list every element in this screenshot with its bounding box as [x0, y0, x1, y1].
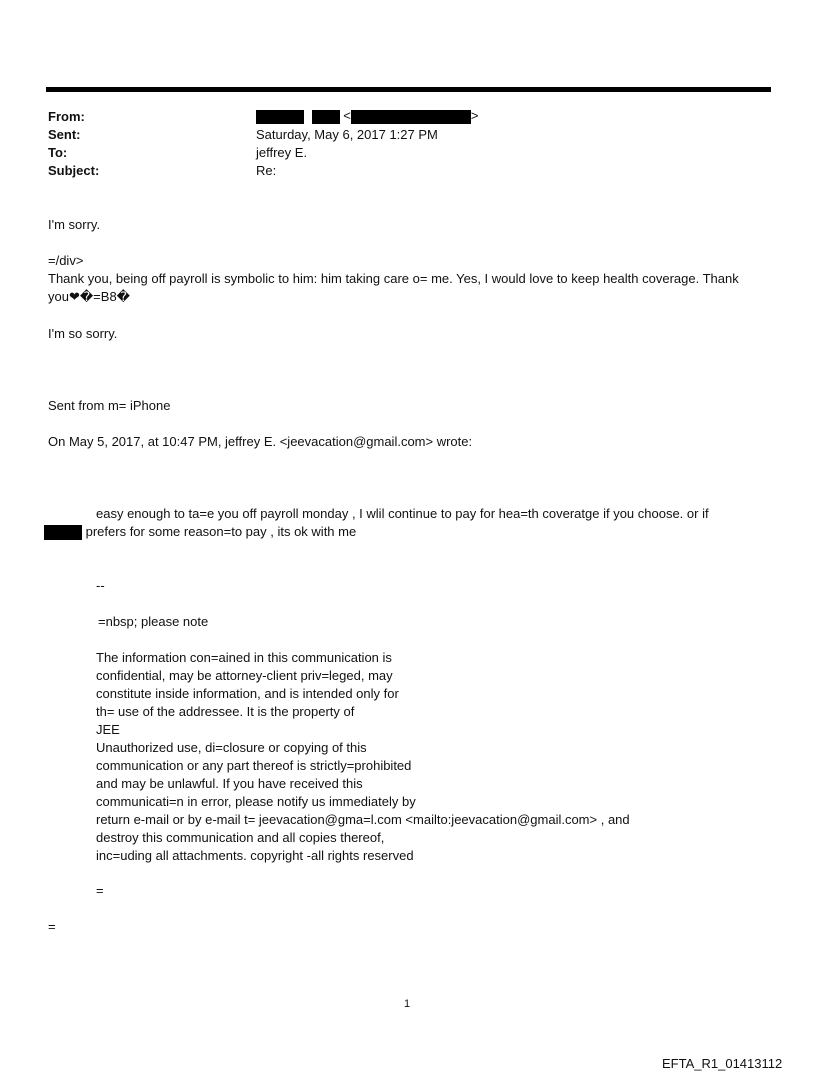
disclaimer-line: Unauthorized use, di=closure or copying of this: [96, 740, 367, 755]
quoted-line-2: [44, 524, 356, 540]
disclaimer-line: The information con=ained in this communication is: [96, 650, 392, 665]
quote-intro: On May 5, 2017, at 10:47 PM, jeffrey E. <jeevacation@gmail.com> wrote:: [48, 434, 473, 449]
body-line-4: you❤�=B8�: [48, 289, 131, 304]
redaction-box: [256, 110, 304, 124]
disclaimer-line: and may be unlawful. If you have received this: [96, 776, 363, 791]
sent-label: Sent:: [48, 127, 81, 142]
sent-from-line: Sent from m= iPhone: [48, 398, 171, 413]
signature-dashes: --: [96, 578, 105, 593]
header-rule: [46, 87, 771, 92]
quoted-line-2-text: prefers for some reason=to pay , its ok with me: [85, 524, 357, 539]
body-line-1: I'm sorry.: [48, 217, 101, 232]
please-note-line: =nbsp; please note: [98, 614, 209, 629]
subject-label: Subject:: [48, 163, 100, 178]
body-line-3: Thank you, being off payroll is symbolic to him: him taking care o= me. Yes, I would love to keep health coverage. Thank: [48, 271, 739, 286]
bates-number: EFTA_R1_01413112: [662, 1056, 783, 1071]
disclaimer-line: return e-mail or by e-mail t= jeevacation@gma=l.com <mailto:jeevacation@gmail.com> , and: [96, 812, 630, 827]
disclaimer-line: JEE: [96, 722, 120, 737]
disclaimer-line: confidential, may be attorney-client priv=leged, may: [96, 668, 393, 683]
sent-value: Saturday, May 6, 2017 1:27 PM: [256, 127, 438, 142]
redaction-box: [351, 110, 471, 124]
trailing-equals: =: [48, 919, 56, 934]
from-gt: >: [470, 108, 479, 123]
from-value: [256, 108, 478, 124]
to-label: To:: [48, 145, 68, 160]
body-line-2: =/div>: [48, 253, 84, 268]
redaction-box: [44, 525, 82, 540]
quoted-line-1: easy enough to ta=e you off payroll monday , I wlil continue to pay for hea=th coveratge if you choose. or if: [96, 506, 709, 521]
to-value: jeffrey E.: [256, 145, 308, 160]
disclaimer-line: communicati=n in error, please notify us immediately by: [96, 794, 416, 809]
from-label: From:: [48, 109, 85, 124]
disclaimer-line: destroy this communication and all copies thereof,: [96, 830, 385, 845]
disclaimer-line: communication or any part thereof is strictly=prohibited: [96, 758, 412, 773]
quoted-equals: =: [96, 883, 104, 898]
from-lt: <: [343, 108, 351, 123]
page-number: 1: [404, 998, 411, 1010]
disclaimer-line: th= use of the addressee. It is the property of: [96, 704, 355, 719]
redaction-box: [312, 110, 340, 124]
disclaimer-line: constitute inside information, and is intended only for: [96, 686, 399, 701]
disclaimer-line: inc=uding all attachments. copyright -all rights reserved: [96, 848, 414, 863]
subject-value: Re:: [256, 163, 277, 178]
body-line-5: I'm so sorry.: [48, 326, 118, 341]
